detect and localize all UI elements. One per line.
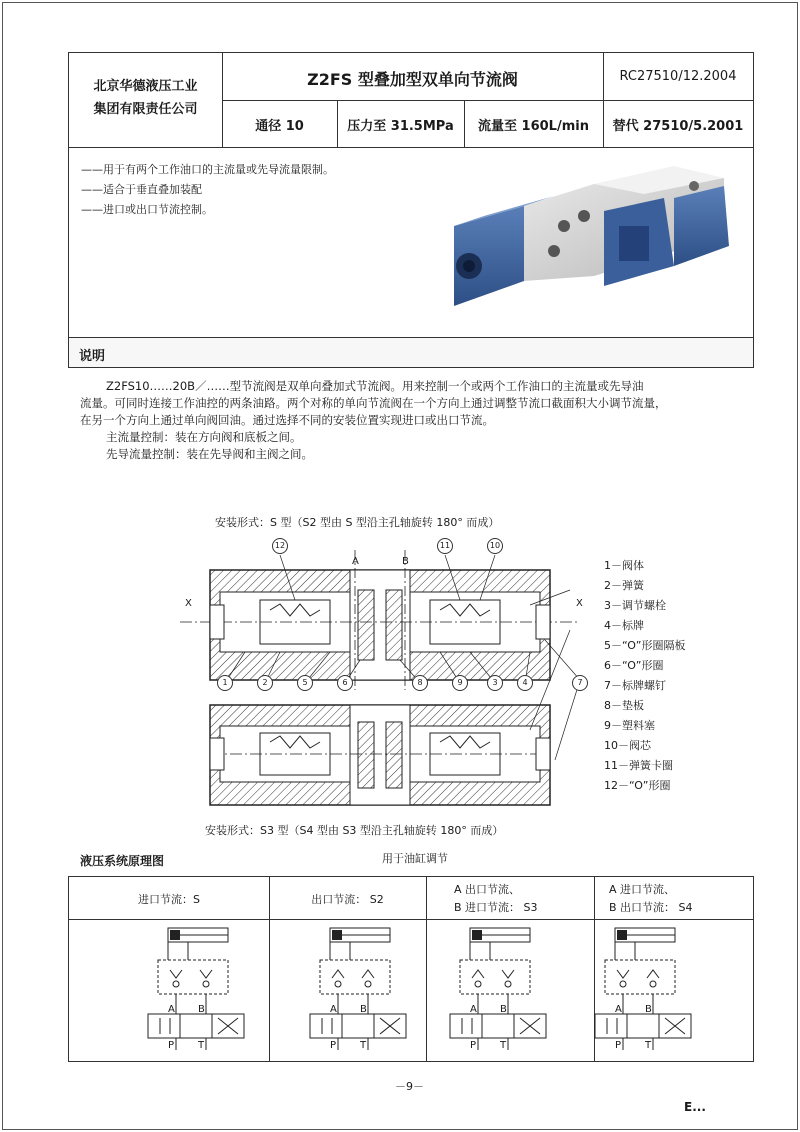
port-label-p: P [168, 1040, 175, 1051]
section-mark-a: A [352, 556, 359, 567]
legend-item: 6－“O”形圈 [604, 659, 664, 672]
valve-photo [444, 166, 734, 316]
port-label-b: B [198, 1004, 205, 1015]
parts-legend [604, 556, 685, 796]
description-para: 先导流量控制：装在先导阀和主阀之间。 [106, 447, 313, 461]
callout-label: 2 [257, 675, 273, 691]
hydraulic-heading: 液压系统原理图 [80, 854, 165, 868]
description-para: Z2FS10……20B／……型节流阀是双单向叠加式节流阀。用来控制一个或两个工作油口的主流量或先导油 [106, 379, 644, 393]
legend-item: 11－弹簧卡圈 [604, 759, 673, 772]
port-label-a: A [615, 1004, 622, 1015]
callout-label: 8 [412, 675, 428, 691]
feature-list [81, 160, 334, 220]
page-number: －9－ [395, 1080, 424, 1093]
description-para: 流量。可同时连接工作油控的两条油路。两个对称的单向节流阀在一个方向上通过调整节流口截面积大小调节流量， [80, 396, 667, 410]
legend-item: 8－垫板 [604, 699, 644, 712]
legend-item: 4－标牌 [604, 619, 644, 632]
legend-item: 7－标牌螺钉 [604, 679, 666, 692]
doc-code: RC27510/12.2004 [619, 69, 737, 84]
port-label-p: P [615, 1040, 622, 1051]
hydraulic-col-label: A 进口节流、 B 出口节流： S4 [609, 883, 693, 914]
axis-mark-right: X [576, 598, 583, 609]
legend-item: 2－弹簧 [604, 579, 644, 592]
legend-item: 10－阀芯 [604, 739, 651, 752]
description-heading-bar [68, 338, 754, 368]
port-label-t: T [500, 1040, 507, 1051]
callout-label: 11 [437, 538, 453, 554]
port-label-a: A [168, 1004, 175, 1015]
callout-label: 1 [217, 675, 233, 691]
feature-item: ——用于有两个工作油口的主流量或先导流量限制。 [81, 163, 334, 176]
hydraulic-col-label: A 出口节流、 B 进口节流： S3 [454, 883, 538, 914]
callout-label: 12 [272, 538, 288, 554]
callout-label: 5 [297, 675, 313, 691]
spec-size: 通径 10 [255, 119, 304, 134]
callout-label: 4 [517, 675, 533, 691]
schematic-s3 [440, 924, 550, 1056]
axis-mark-left: X [185, 598, 192, 609]
drawing-top-caption: 安装形式：S 型（S2 型由 S 型沿主孔轴旋转 180° 而成） [215, 516, 500, 529]
footer-mark: E... [684, 1100, 706, 1114]
schematic-s4 [585, 924, 695, 1056]
description-body [80, 378, 750, 463]
description-para: 在另一个方向上通过单向阀回油。通过选择不同的安装位置实现进口或出口节流。 [80, 413, 494, 427]
legend-item: 1－阀体 [604, 559, 644, 572]
callout-label: 10 [487, 538, 503, 554]
hydraulic-col-label: 出口节流： S2 [311, 893, 384, 906]
port-label-p: P [470, 1040, 477, 1051]
feature-item: ——进口或出口节流控制。 [81, 203, 213, 216]
port-label-b: B [645, 1004, 652, 1015]
spec-flow: 流量至 160L/min [478, 119, 589, 134]
port-label-t: T [645, 1040, 652, 1051]
spec-pressure: 压力至 31.5MPa [347, 119, 454, 134]
port-label-t: T [360, 1040, 367, 1051]
hydraulic-subheading: 用于油缸调节 [382, 852, 448, 865]
description-para: 主流量控制：装在方向阀和底板之间。 [106, 430, 302, 444]
schematic-s2 [300, 924, 410, 1056]
port-label-a: A [330, 1004, 337, 1015]
callout-label: 6 [337, 675, 353, 691]
drawing-bottom-caption: 安装形式：S3 型（S4 型由 S3 型沿主孔轴旋转 180° 而成） [205, 824, 504, 837]
legend-item: 3－调节螺栓 [604, 599, 666, 612]
port-label-p: P [330, 1040, 337, 1051]
port-label-a: A [470, 1004, 477, 1015]
legend-item: 9－塑料塞 [604, 719, 655, 732]
callout-label: 3 [487, 675, 503, 691]
description-heading: 说明 [79, 349, 106, 364]
page-title: Z2FS 型叠加型双单向节流阀 [307, 70, 518, 89]
replaces-code: 替代 27510/5.2001 [612, 119, 744, 134]
feature-item: ——适合于垂直叠加装配 [81, 183, 202, 196]
port-label-b: B [500, 1004, 507, 1015]
header-table [68, 52, 754, 148]
hydraulic-col-label: 进口节流：S [138, 893, 200, 906]
section-mark-b: B [402, 556, 409, 567]
schematic-s [138, 924, 248, 1056]
features-box [68, 148, 754, 338]
company-name: 北京华德液压工业 集团有限责任公司 [93, 79, 198, 117]
callout-label: 9 [452, 675, 468, 691]
port-label-t: T [198, 1040, 205, 1051]
legend-item: 12－“O”形圈 [604, 779, 671, 792]
port-label-b: B [360, 1004, 367, 1015]
callout-label: 7 [572, 675, 588, 691]
legend-item: 5－“O”形圈隔板 [604, 639, 686, 652]
